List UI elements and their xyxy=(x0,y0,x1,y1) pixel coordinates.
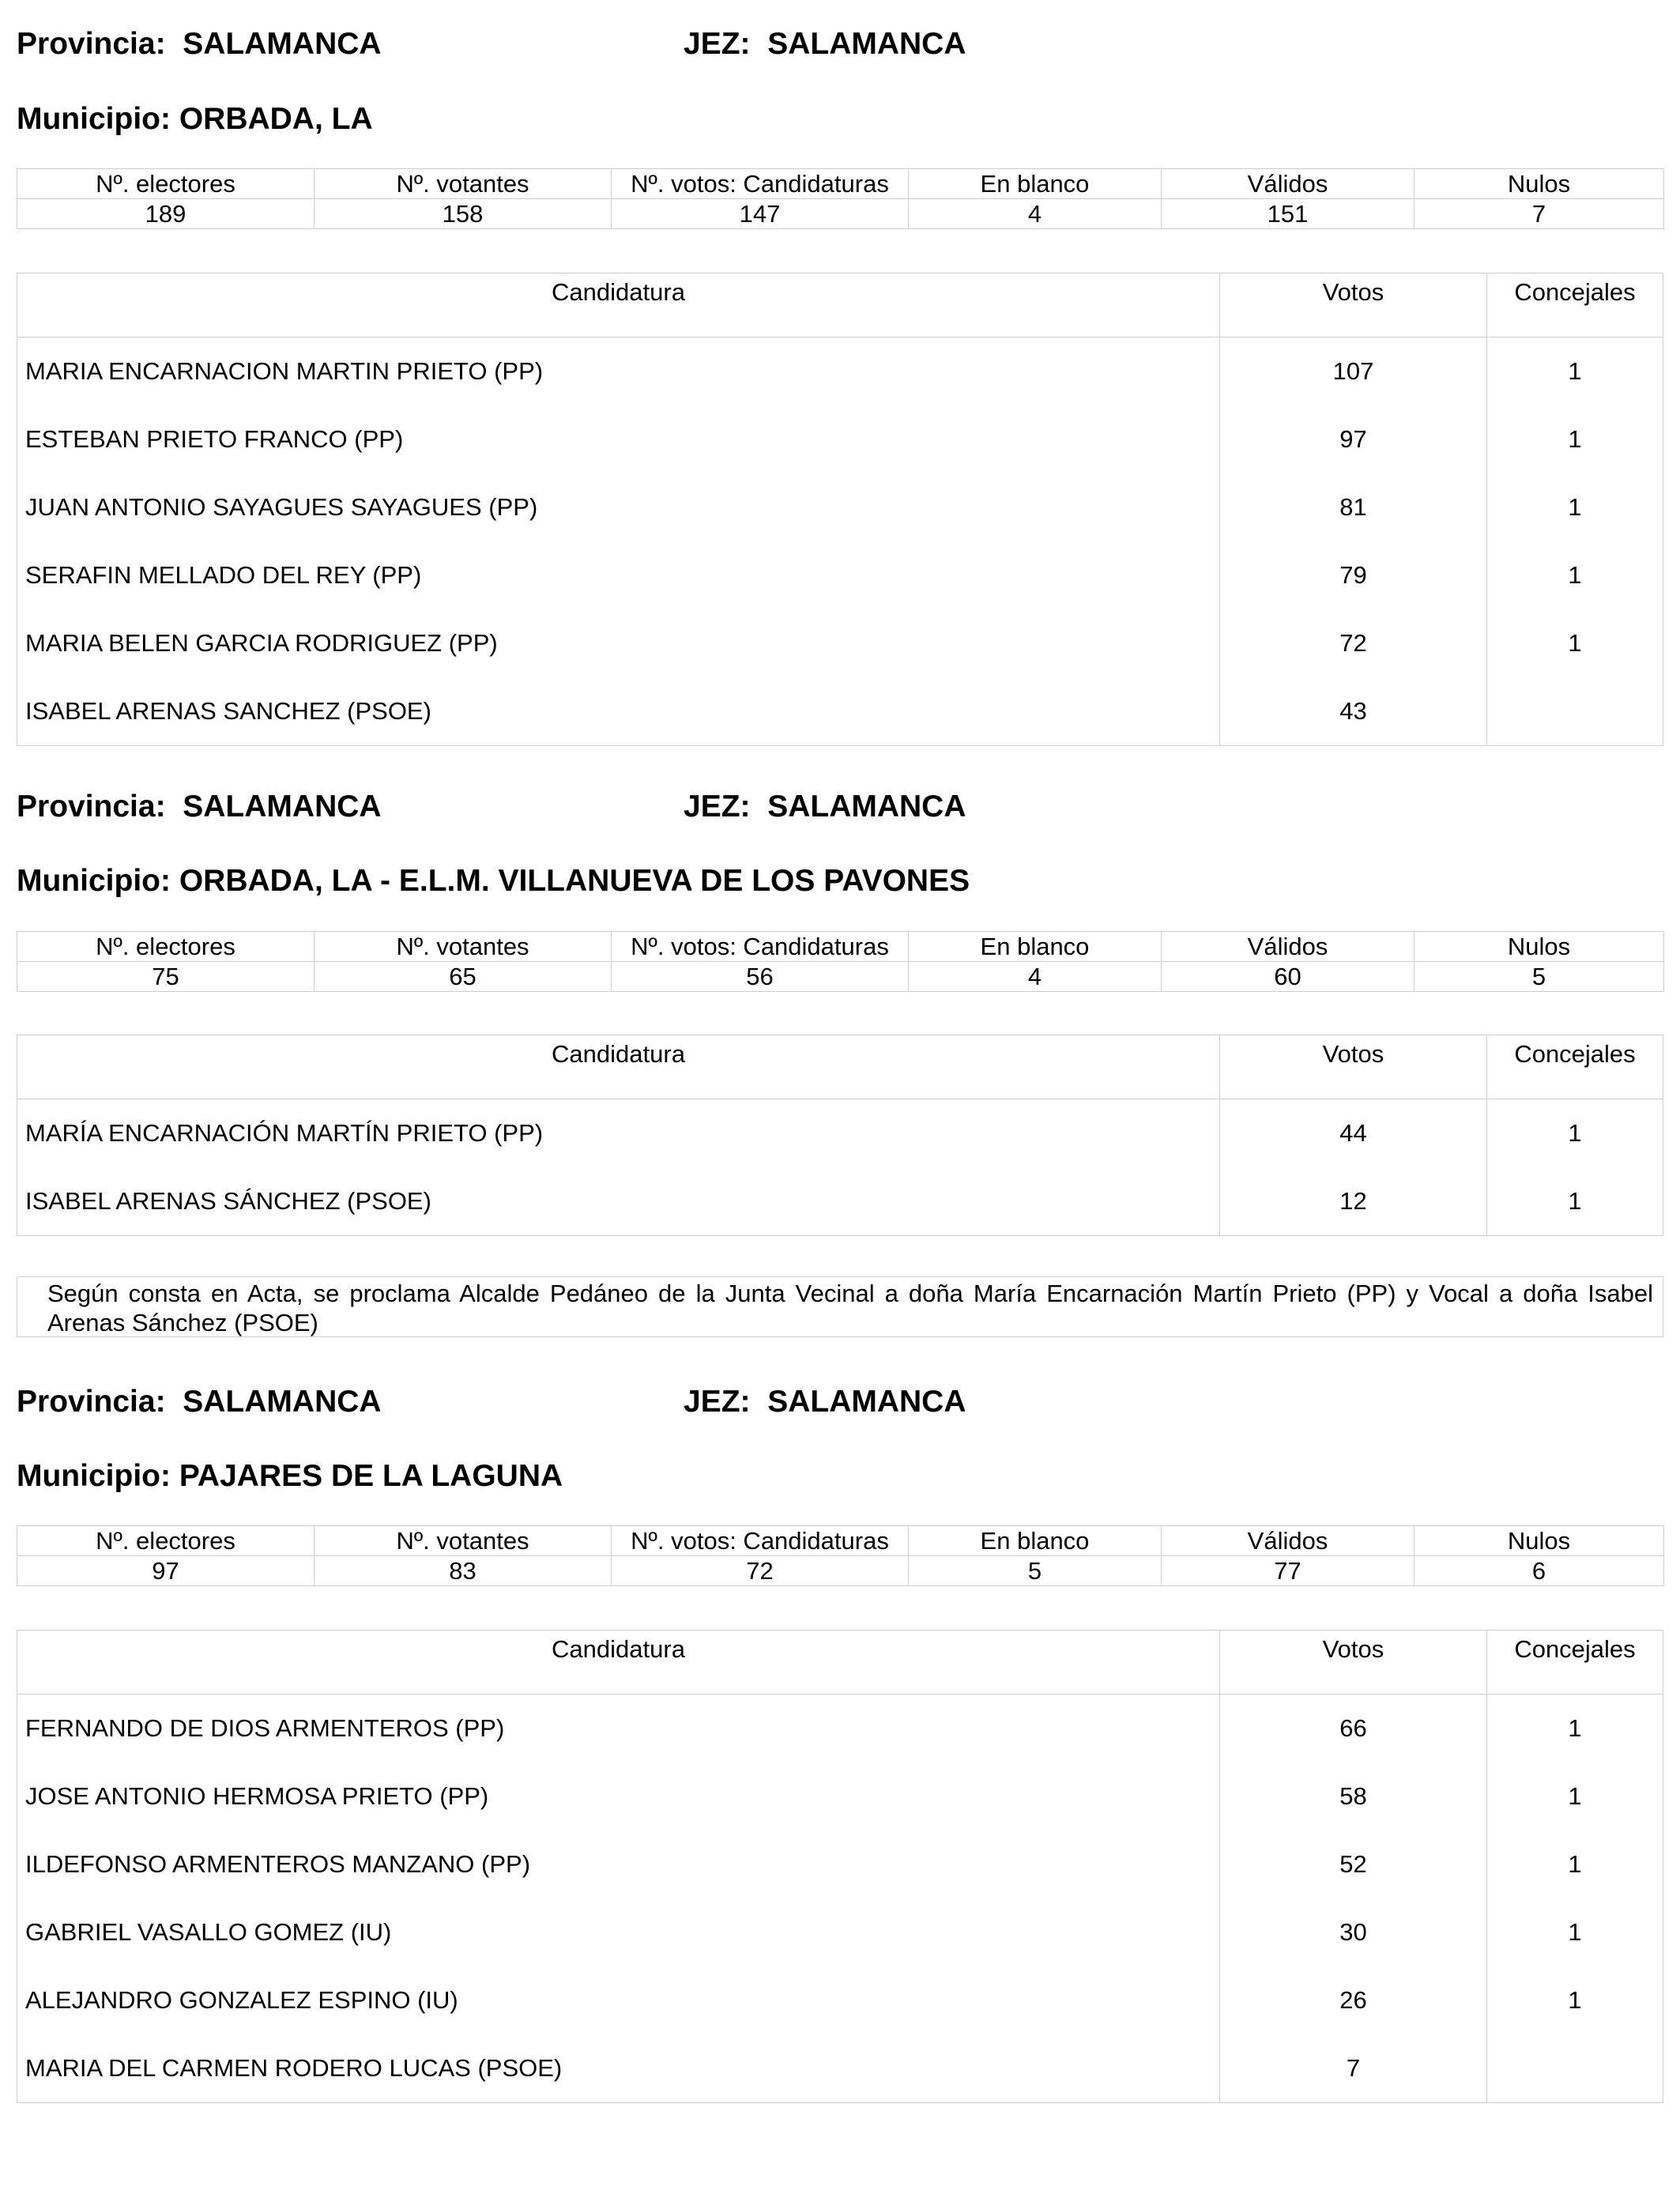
provincia-value: SALAMANCA xyxy=(183,1385,382,1419)
candidate-seats: 1 xyxy=(1568,493,1582,521)
votos-header: Votos xyxy=(1220,1035,1487,1099)
candidate-seats: 1 xyxy=(1568,561,1582,589)
candidate-seats: 1 xyxy=(1568,1850,1582,1878)
stat-value: 4 xyxy=(909,199,1162,229)
votos-header: Votos xyxy=(1220,1630,1487,1694)
stats-header-row xyxy=(17,1526,1664,1556)
candidates-header-row xyxy=(17,1630,1663,1695)
stat-header: En blanco xyxy=(909,932,1162,962)
candidates-header-row xyxy=(17,273,1663,337)
stat-header: Válidos xyxy=(1162,169,1414,199)
concejales-header: Concejales xyxy=(1514,278,1636,306)
table-row xyxy=(17,1167,1663,1235)
stats-header-row xyxy=(17,169,1664,199)
candidates-table xyxy=(17,273,1663,746)
candidate-seats: 1 xyxy=(1568,357,1582,385)
candidate-name: MARIA BELEN GARCIA RODRIGUEZ (PP) xyxy=(17,609,1220,677)
candidate-name: MARIA DEL CARMEN RODERO LUCAS (PSOE) xyxy=(17,2034,1220,2102)
table-row xyxy=(17,541,1663,609)
table-row xyxy=(17,1099,1663,1167)
stat-value: 147 xyxy=(612,199,909,229)
stat-header: En blanco xyxy=(909,1526,1162,1556)
stat-header: Nº. electores xyxy=(17,932,315,962)
candidate-seats: 1 xyxy=(1568,629,1582,657)
candidate-votes: 97 xyxy=(1220,405,1487,473)
concejales-header: Concejales xyxy=(1514,1040,1636,1068)
municipio-value: ORBADA, LA xyxy=(179,102,373,136)
table-row xyxy=(17,677,1663,745)
candidate-votes: 58 xyxy=(1220,1762,1487,1830)
candidate-seats: 1 xyxy=(1568,1187,1582,1215)
stat-value: 75 xyxy=(17,962,315,992)
table-row xyxy=(17,405,1663,473)
stat-header: Válidos xyxy=(1162,1526,1414,1556)
candidate-votes: 107 xyxy=(1220,337,1487,405)
stat-header: En blanco xyxy=(909,169,1162,199)
candidate-name: ALEJANDRO GONZALEZ ESPINO (IU) xyxy=(17,1966,1220,2034)
candidate-votes: 7 xyxy=(1220,2034,1487,2102)
candidate-name: JUAN ANTONIO SAYAGUES SAYAGUES (PP) xyxy=(17,473,1220,541)
candidate-seats: 1 xyxy=(1568,1986,1582,2014)
stat-value: 5 xyxy=(1414,962,1664,992)
candidate-name: ESTEBAN PRIETO FRANCO (PP) xyxy=(17,405,1220,473)
stat-value: 5 xyxy=(909,1556,1162,1586)
stats-table xyxy=(17,168,1664,229)
stats-value-row xyxy=(17,199,1664,229)
jez-label: JEZ: SALAMANCA xyxy=(684,1385,966,1419)
stat-value: 83 xyxy=(315,1556,612,1586)
candidate-votes: 44 xyxy=(1220,1099,1487,1167)
jez-value: SALAMANCA xyxy=(767,1385,966,1419)
table-row xyxy=(17,609,1663,677)
stats-table xyxy=(17,931,1664,992)
candidatura-header: Candidatura xyxy=(17,273,1220,337)
jez-label: JEZ: SALAMANCA xyxy=(684,27,966,61)
candidate-votes: 81 xyxy=(1220,473,1487,541)
candidate-votes: 12 xyxy=(1220,1167,1487,1235)
stat-value: 97 xyxy=(17,1556,315,1586)
stat-value: 65 xyxy=(315,962,612,992)
provincia-label: Provincia: SALAMANCA xyxy=(17,790,382,824)
candidate-name: ISABEL ARENAS SÁNCHEZ (PSOE) xyxy=(17,1167,1220,1235)
municipio-value: ORBADA, LA - E.L.M. VILLANUEVA DE LOS PAVONES xyxy=(179,864,970,898)
table-row xyxy=(17,337,1663,405)
stats-value-row xyxy=(17,962,1664,992)
table-row xyxy=(17,473,1663,541)
jez-label: JEZ: SALAMANCA xyxy=(684,790,966,824)
concejales-header: Concejales xyxy=(1514,1635,1636,1663)
stat-value: 77 xyxy=(1162,1556,1414,1586)
stat-header: Nº. electores xyxy=(17,1526,315,1556)
municipio-value: PAJARES DE LA LAGUNA xyxy=(179,1459,563,1493)
candidate-name: ISABEL ARENAS SANCHEZ (PSOE) xyxy=(17,677,1220,745)
stat-header: Nº. votantes xyxy=(315,169,612,199)
table-row xyxy=(17,1762,1663,1830)
stat-header: Nulos xyxy=(1414,1526,1664,1556)
stat-value: 4 xyxy=(909,962,1162,992)
stat-header: Nº. votos: Candidaturas xyxy=(612,1526,909,1556)
stats-value-row xyxy=(17,1556,1664,1586)
stat-header: Nulos xyxy=(1414,932,1664,962)
stat-value: 56 xyxy=(612,962,909,992)
candidate-votes: 66 xyxy=(1220,1695,1487,1762)
table-row xyxy=(17,1898,1663,1966)
candidates-header-row xyxy=(17,1035,1663,1099)
candidates-table xyxy=(17,1630,1663,2103)
candidate-seats: 1 xyxy=(1568,1714,1582,1742)
candidate-name: GABRIEL VASALLO GOMEZ (IU) xyxy=(17,1898,1220,1966)
stat-value: 60 xyxy=(1162,962,1414,992)
candidate-seats: 1 xyxy=(1568,1918,1582,1946)
candidate-name: FERNANDO DE DIOS ARMENTEROS (PP) xyxy=(17,1695,1220,1762)
stat-header: Nº. votos: Candidaturas xyxy=(612,169,909,199)
proclamation-note: Según consta en Acta, se proclama Alcalde Pedáneo de la Junta Vecinal a doña María Encarnación Martín Prieto (PP) y Vocal a doña Isabel Arenas Sánchez (PSOE) xyxy=(17,1276,1663,1337)
stat-header: Nº. votos: Candidaturas xyxy=(612,932,909,962)
jez-value: SALAMANCA xyxy=(767,790,966,824)
votos-header: Votos xyxy=(1220,273,1487,337)
municipio-title: Municipio: PAJARES DE LA LAGUNA xyxy=(17,1459,563,1493)
provincia-value: SALAMANCA xyxy=(183,790,382,824)
candidatura-header: Candidatura xyxy=(17,1035,1220,1099)
candidate-name: MARÍA ENCARNACIÓN MARTÍN PRIETO (PP) xyxy=(17,1099,1220,1167)
candidate-votes: 43 xyxy=(1220,677,1487,745)
provincia-value: SALAMANCA xyxy=(183,27,382,61)
stat-header: Nº. votantes xyxy=(315,932,612,962)
candidate-seats xyxy=(1487,677,1663,745)
candidate-name: SERAFIN MELLADO DEL REY (PP) xyxy=(17,541,1220,609)
candidates-table xyxy=(17,1035,1663,1236)
stat-value: 158 xyxy=(315,199,612,229)
stat-header: Nº. electores xyxy=(17,169,315,199)
stats-table xyxy=(17,1525,1664,1586)
provincia-label: Provincia: SALAMANCA xyxy=(17,1385,382,1419)
stat-value: 72 xyxy=(612,1556,909,1586)
candidate-seats: 1 xyxy=(1568,1782,1582,1810)
candidate-seats: 1 xyxy=(1568,425,1582,453)
candidate-name: ILDEFONSO ARMENTEROS MANZANO (PP) xyxy=(17,1830,1220,1898)
table-row xyxy=(17,1966,1663,2034)
candidate-seats xyxy=(1487,2034,1663,2102)
stat-value: 7 xyxy=(1414,199,1664,229)
table-row xyxy=(17,1830,1663,1898)
candidatura-header: Candidatura xyxy=(17,1630,1220,1694)
stat-value: 6 xyxy=(1414,1556,1664,1586)
table-row xyxy=(17,1695,1663,1762)
candidate-name: MARIA ENCARNACION MARTIN PRIETO (PP) xyxy=(17,337,1220,405)
table-row xyxy=(17,2034,1663,2102)
municipio-title: Municipio: ORBADA, LA xyxy=(17,102,373,136)
candidate-seats: 1 xyxy=(1568,1119,1582,1147)
candidate-votes: 79 xyxy=(1220,541,1487,609)
stats-header-row xyxy=(17,932,1664,962)
stat-value: 151 xyxy=(1162,199,1414,229)
candidate-votes: 26 xyxy=(1220,1966,1487,2034)
candidate-name: JOSE ANTONIO HERMOSA PRIETO (PP) xyxy=(17,1762,1220,1830)
stat-value: 189 xyxy=(17,199,315,229)
candidate-votes: 72 xyxy=(1220,609,1487,677)
candidate-votes: 52 xyxy=(1220,1830,1487,1898)
jez-value: SALAMANCA xyxy=(767,27,966,61)
stat-header: Nº. votantes xyxy=(315,1526,612,1556)
stat-header: Válidos xyxy=(1162,932,1414,962)
stat-header: Nulos xyxy=(1414,169,1664,199)
provincia-label: Provincia: SALAMANCA xyxy=(17,27,382,61)
candidate-votes: 30 xyxy=(1220,1898,1487,1966)
municipio-title: Municipio: ORBADA, LA - E.L.M. VILLANUEVA DE LOS PAVONES xyxy=(17,864,970,898)
